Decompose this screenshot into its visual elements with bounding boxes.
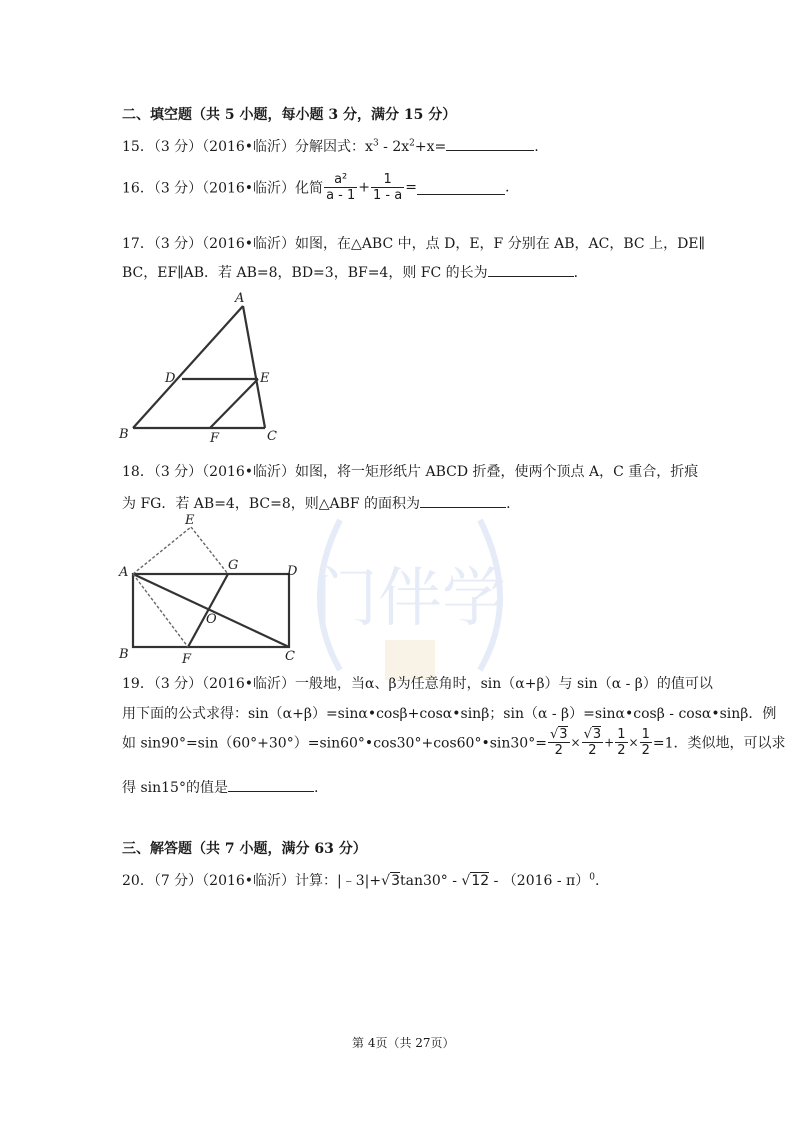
label-o: O	[206, 612, 217, 627]
q15-prefix: 15．（3 分）（2016•临沂）分解因式：x	[122, 139, 373, 155]
q19-end: .	[313, 780, 319, 796]
fraction-1-over-2	[615, 727, 627, 758]
q16-prefix: 16．（3 分）（2016•临沂）化简	[122, 180, 324, 197]
label-a: A	[235, 291, 245, 306]
label-d: D	[165, 371, 176, 386]
rectangle-lines	[133, 574, 289, 647]
frac-numerator: a²	[324, 172, 357, 188]
q19-line4-text: 得 sin15°的值是	[122, 780, 228, 796]
q15-mid: - 2x	[378, 139, 410, 155]
times-sign: ×	[570, 735, 581, 750]
fraction-sqrt3-over-2	[548, 727, 570, 758]
segment-ac	[243, 306, 265, 428]
triangle-lines	[133, 306, 265, 428]
sqrt-12: √12	[461, 873, 490, 889]
radicand: 3	[391, 873, 400, 889]
q19-line3-suffix: =1．类似地，可以求	[652, 735, 786, 752]
q20-mid: tan30° -	[399, 873, 462, 889]
question-17-line-1: 17．（3 分）（2016•临沂）如图，在△ABC 中，点 D，E，F 分别在 AB，AC，BC 上，DE∥	[122, 236, 705, 252]
section-3-title: 三、解答题（共 7 小题，满分 63 分）	[122, 841, 367, 857]
fraction-1-over-2	[640, 727, 652, 758]
label-a: A	[119, 565, 129, 580]
label-d: D	[287, 564, 298, 579]
question-19-line-1: 19．（3 分）（2016•临沂）一般地，当α、β为任意角时，sin（α+β）与 sin（α - β）的值可以	[122, 676, 713, 692]
q15-tail: +x=	[414, 139, 447, 155]
sqrt-3: √3	[381, 873, 400, 889]
dashed-ae	[133, 527, 191, 574]
equals-sign: =	[405, 179, 417, 196]
section-2-title: 二、填空题（共 5 小题，每小题 3 分，满分 15 分）	[122, 107, 457, 123]
label-f: F	[210, 431, 220, 446]
fold-dashed-lines	[133, 527, 228, 647]
question-19-line-2: 用下面的公式求得：sin（α+β）=sinα•cosβ+cosα•sinβ；sin（α - β）=sinα•cosβ - cosα•sinβ．例	[122, 706, 777, 722]
question-19-line-4	[122, 777, 318, 797]
label-b: B	[119, 427, 129, 442]
plus-sign: +	[358, 179, 370, 196]
fraction-1-over-1-a	[371, 172, 404, 203]
question-18-line-1: 18．（3 分）（2016•临沂）如图，将一矩形纸片 ABCD 折叠，使两个顶点 A，C 重合，折痕	[122, 464, 699, 480]
fraction-sqrt3-over-2	[582, 727, 604, 758]
question-19-line-3	[122, 727, 786, 758]
fraction-a2-over-a-1	[324, 172, 357, 203]
label-e: E	[260, 371, 270, 386]
question-16	[122, 172, 509, 203]
frac-denominator: a - 1	[326, 188, 356, 203]
answer-blank[interactable]	[417, 180, 505, 195]
frac-numerator: 1	[641, 727, 650, 742]
frac-denominator: 2	[617, 743, 626, 758]
crease-fg	[188, 574, 228, 647]
times-sign: ×	[628, 735, 639, 750]
plus-sign: +	[604, 735, 615, 750]
frac-denominator: 2	[588, 743, 597, 758]
question-20	[122, 870, 599, 890]
q15-exp3: 3	[372, 138, 379, 149]
frac-numerator: √3	[583, 727, 602, 742]
segment-ef	[210, 379, 258, 428]
q15-end: .	[534, 139, 539, 155]
q17-end: ．	[573, 265, 588, 281]
triangle-figure	[115, 290, 295, 450]
radicand: 3	[559, 727, 568, 742]
label-g: G	[228, 558, 239, 573]
q19-line3-prefix: 如 sin90°=sin（60°+30°）=sin60°•cos30°+cos60°•sin30°=	[122, 735, 547, 752]
q20-prefix: 20．（7 分）（2016•临沂）计算：|﹣3|+	[122, 873, 382, 889]
q20-tail: - （2016 - π）	[489, 873, 590, 889]
frac-denominator: 2	[554, 743, 563, 758]
label-b: B	[119, 647, 129, 662]
radicand: 3	[592, 727, 602, 742]
frac-numerator: 1	[371, 172, 404, 188]
dashed-eg	[191, 527, 228, 574]
answer-blank[interactable]	[420, 493, 506, 508]
frac-denominator: 1 - a	[373, 188, 403, 203]
dashed-af	[133, 574, 188, 647]
q18-line2-text: 为 FG．若 AB=4，BC=8，则△ABF 的面积为	[122, 496, 421, 512]
page-footer: 第 4页（共 27页）	[352, 1036, 455, 1050]
q18-end: .	[506, 496, 511, 512]
label-c: C	[285, 649, 295, 664]
answer-blank[interactable]	[228, 777, 314, 792]
q20-exponent: 0	[589, 872, 595, 883]
rectangle-figure	[115, 510, 315, 665]
frac-numerator: √3	[549, 727, 568, 742]
q15-exp2: 2	[409, 138, 415, 149]
diagonal-ac	[133, 574, 289, 647]
q20-end: .	[595, 873, 600, 889]
radicand: 12	[471, 873, 490, 889]
question-17-line-2	[122, 262, 588, 282]
label-c: C	[267, 429, 277, 444]
frac-numerator: 1	[617, 727, 626, 742]
answer-blank[interactable]	[446, 136, 534, 151]
answer-blank[interactable]	[488, 262, 574, 277]
q17-line2-text: BC，EF∥AB．若 AB=8，BD=3，BF=4，则 FC 的长为	[122, 265, 488, 281]
question-15	[122, 136, 539, 156]
label-f: F	[182, 652, 192, 665]
svg-text:门伴学: 门伴学	[314, 562, 506, 636]
label-e: E	[185, 513, 195, 528]
frac-denominator: 2	[641, 743, 650, 758]
q16-end: .	[504, 179, 510, 196]
